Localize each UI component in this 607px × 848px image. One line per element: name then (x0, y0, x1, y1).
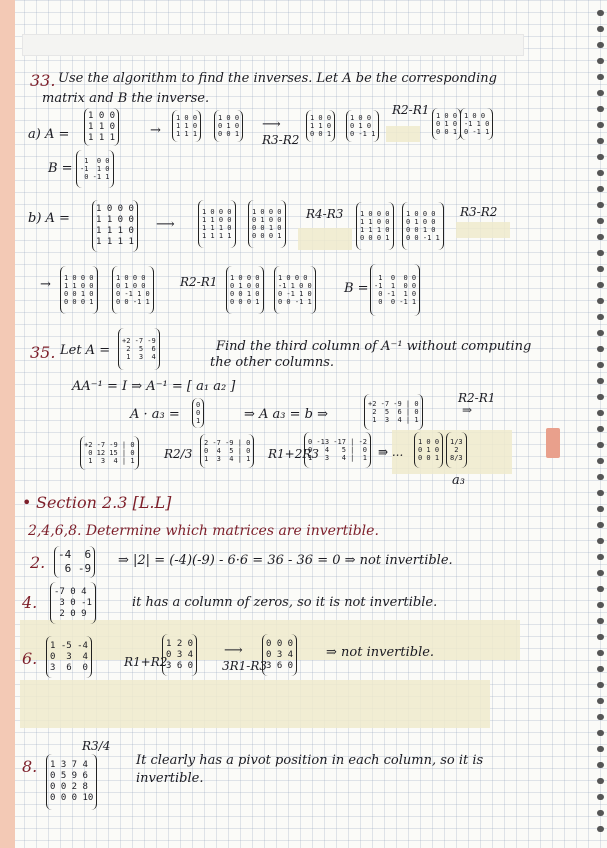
explanation: It clearly has a pivot position in each column, so it is (136, 753, 484, 768)
a3-label: a₃ (452, 473, 465, 488)
row-operation: R4-R3 (306, 207, 344, 221)
spiral-loop (597, 74, 604, 80)
explanation: invertible. (136, 771, 204, 786)
spiral-loop (597, 618, 604, 624)
row-operation: R2-R1 (180, 275, 218, 289)
equation: AA⁻¹ = I ⇒ A⁻¹ = [ a₁ a₂ ] (72, 379, 236, 394)
spiral-loop (597, 394, 604, 400)
spiral-loop (597, 10, 604, 16)
let-label: Let A = (60, 343, 111, 358)
problem-number: 2. (30, 553, 46, 572)
page-margin-strip (0, 0, 15, 848)
augmented-right: 1 0 0 -1 1 0 0 -1 1 (460, 108, 493, 140)
matrix-B: 1 0 0 0 -1 1 0 0 0 -1 1 0 0 0 -1 1 (370, 264, 420, 316)
spiral-loop (597, 330, 604, 336)
row-operation: R1+2R3 (268, 447, 320, 461)
equation: A · a₃ = (130, 407, 180, 422)
augmented-left: 1 0 0 0 1 1 0 0 1 1 1 0 0 0 0 1 (356, 202, 394, 250)
spiral-loop (597, 202, 604, 208)
matrix: 1 2 0 0 3 4 3 6 0 (162, 634, 197, 676)
spiral-loop (597, 826, 604, 832)
augmented-right: 1 0 0 0 0 1 0 0 0 0 1 0 0 0 -1 1 (402, 202, 444, 250)
row-operation: R1+R2 (124, 655, 168, 669)
matrix-A: 1 0 0 1 1 0 1 1 1 (84, 108, 119, 146)
augmented-left: 1 0 0 1 1 0 1 1 1 (172, 110, 201, 142)
tape-patch (386, 126, 420, 142)
B-label: B = (344, 281, 369, 296)
problem-number: 8. (22, 757, 38, 776)
spiral-loop (597, 186, 604, 192)
spiral-loop (597, 234, 604, 240)
spiral-loop (597, 42, 604, 48)
spiral-loop (597, 794, 604, 800)
spiral-loop (597, 410, 604, 416)
arrow: ⟶ (262, 117, 281, 132)
row-operation: R2-R1 (392, 103, 430, 117)
problem-prompt: Find the third column of A⁻¹ without computing (216, 339, 532, 354)
arrow: ⇛ ... (378, 445, 404, 459)
row-operation: R3-R2 (262, 133, 300, 147)
B-label: B = (48, 161, 73, 176)
row-operation: R3/4 (82, 739, 111, 753)
spiral-loop (597, 474, 604, 480)
arrow: ⟶ (156, 217, 175, 232)
spiral-binding (593, 0, 607, 848)
matrix-A: +2 -7 -9 2 5 6 1 3 4 (118, 328, 160, 370)
spiral-loop (597, 266, 604, 272)
spiral-loop (597, 810, 604, 816)
spiral-loop (597, 378, 604, 384)
tape-patch (20, 680, 490, 728)
row-operation: 3R1-R3 (222, 659, 268, 673)
spiral-loop (597, 634, 604, 640)
matrix: 0 0 0 0 3 4 3 6 0 (262, 634, 297, 676)
spiral-loop (597, 522, 604, 528)
spiral-loop (597, 602, 604, 608)
spiral-loop (597, 650, 604, 656)
problem-prompt: Use the algorithm to find the inverses. Let A be the corresponding (58, 71, 497, 86)
augmented-left: 1 0 0 0 1 0 0 0 1 (432, 108, 461, 140)
section-bullet: • (22, 493, 32, 512)
spiral-loop (597, 490, 604, 496)
column-a3: 1/3 2 8/3 (446, 432, 467, 468)
augmented-right: 1 0 0 0 0 1 0 0 0 0 1 0 0 0 0 1 (248, 200, 286, 248)
spiral-loop (597, 714, 604, 720)
conclusion: ⇒ not invertible. (326, 645, 435, 660)
part-label: b) A = (28, 211, 70, 226)
augmented-left: 1 0 0 1 1 0 0 0 1 (306, 110, 335, 142)
augmented-right: 1 0 0 0 1 0 0 0 1 (214, 110, 243, 142)
problem-number: 33. (30, 71, 56, 90)
augmented-left: 1 0 0 0 0 1 0 0 0 0 1 0 0 0 0 1 (226, 266, 264, 314)
spiral-loop (597, 570, 604, 576)
augmented-right: 1 0 0 0 0 1 0 0 0 -1 1 0 0 0 -1 1 (112, 266, 154, 314)
spiral-loop (597, 122, 604, 128)
arrow: ⟶ (224, 643, 243, 658)
problem-number: 6. (22, 649, 38, 668)
spiral-loop (597, 666, 604, 672)
identity-matrix: 1 0 0 0 1 0 0 0 1 (414, 432, 443, 468)
arrow: → (40, 277, 51, 292)
arrow: ⇒ (462, 403, 473, 417)
matrix: -7 0 4 3 0 -1 2 0 9 (50, 582, 96, 624)
spiral-loop (597, 746, 604, 752)
unit-vector: 0 0 1 (192, 398, 204, 428)
matrix-B: 1 0 0 -1 1 0 0 -1 1 (76, 150, 114, 188)
spiral-loop (597, 538, 604, 544)
header-strip (22, 34, 524, 56)
spiral-loop (597, 90, 604, 96)
spiral-loop (597, 682, 604, 688)
spiral-loop (597, 362, 604, 368)
spiral-loop (597, 442, 604, 448)
spiral-loop (597, 250, 604, 256)
spiral-loop (597, 170, 604, 176)
problem-prompt: the other columns. (210, 355, 335, 370)
spiral-loop (597, 586, 604, 592)
arrow: → (150, 123, 161, 138)
spiral-loop (597, 282, 604, 288)
matrix: 1 -5 -4 0 3 4 3 6 0 (46, 636, 92, 678)
row-operation: R3-R2 (460, 205, 498, 219)
augmented-left: 1 0 0 0 1 1 0 0 0 0 1 0 0 0 0 1 (60, 266, 98, 314)
row-operation: R2/3 (164, 447, 193, 461)
spiral-loop (597, 554, 604, 560)
page-tab-sticker (546, 428, 560, 458)
tape-patch (456, 222, 510, 238)
spiral-loop (597, 698, 604, 704)
augmented-left: 1 0 0 0 1 1 0 0 1 1 1 0 1 1 1 1 (198, 200, 236, 248)
augmented-matrix: 2 -7 -9 | 0 0 4 5 | 0 1 3 4 | 1 (200, 434, 254, 468)
matrix: -4 6 6 -9 (54, 546, 95, 578)
augmented-right: 1 0 0 0 -1 1 0 0 0 -1 1 0 0 0 -1 1 (274, 266, 316, 314)
spiral-loop (597, 26, 604, 32)
problem-number: 35. (30, 343, 56, 362)
spiral-loop (597, 346, 604, 352)
explanation: it has a column of zeros, so it is not invertible. (132, 595, 438, 610)
augmented-matrix: +2 -7 -9 | 0 0 12 15 | 0 1 3 4 | 1 (80, 436, 139, 470)
equation: ⇒ A a₃ = b ⇒ (244, 407, 329, 422)
part-label: a) A = (28, 127, 70, 142)
matrix: 1 3 7 4 0 5 9 6 0 0 2 8 0 0 0 10 (46, 754, 97, 810)
spiral-loop (597, 458, 604, 464)
spiral-loop (597, 58, 604, 64)
spiral-loop (597, 778, 604, 784)
section-title: Section 2.3 [L.L] (36, 493, 172, 512)
augmented-right: 1 0 0 0 1 0 0 -1 1 (346, 110, 379, 142)
matrix-A: 1 0 0 0 1 1 0 0 1 1 1 0 1 1 1 1 (92, 200, 138, 252)
spiral-loop (597, 426, 604, 432)
task-statement: 2,4,6,8. Determine which matrices are invertible. (28, 523, 379, 539)
tape-patch (298, 228, 352, 250)
spiral-loop (597, 762, 604, 768)
augmented-matrix: 0 -13 -17 | -2 0 4 5 | 0 1 3 4 | 1 (304, 432, 371, 468)
spiral-loop (597, 106, 604, 112)
determinant-work: ⇒ |2| = (-4)(-9) - 6·6 = 36 - 36 = 0 ⇒ not invertible. (118, 553, 453, 568)
problem-prompt: matrix and B the inverse. (42, 91, 210, 106)
row-operation: R2-R1 (458, 391, 496, 405)
spiral-loop (597, 138, 604, 144)
spiral-loop (597, 298, 604, 304)
problem-number: 4. (22, 593, 38, 612)
spiral-loop (597, 730, 604, 736)
spiral-loop (597, 314, 604, 320)
augmented-matrix: +2 -7 -9 | 0 2 5 6 | 0 1 3 4 | 1 (364, 394, 423, 430)
spiral-loop (597, 154, 604, 160)
spiral-loop (597, 218, 604, 224)
spiral-loop (597, 506, 604, 512)
